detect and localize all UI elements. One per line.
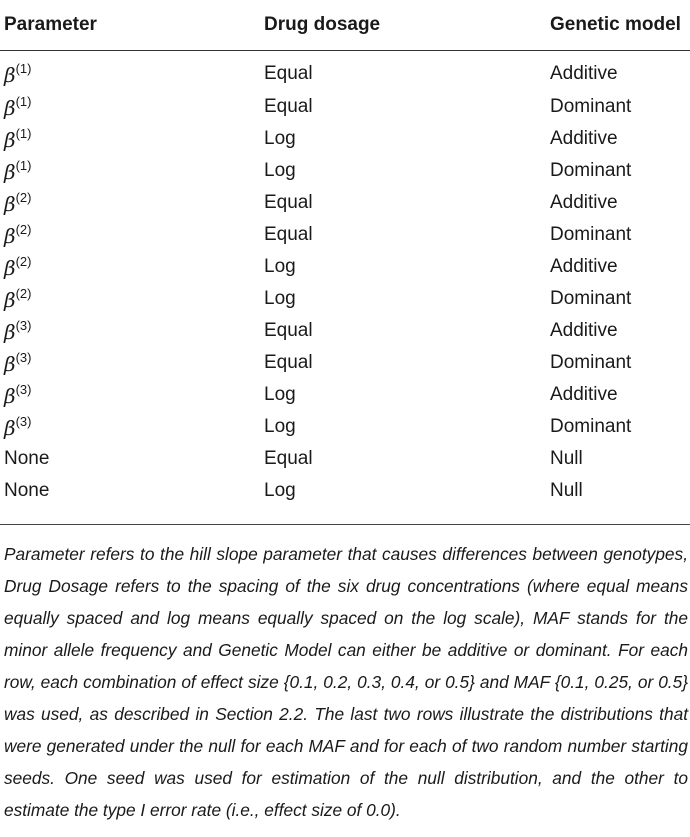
cell-genetic-model: Dominant [550,224,632,245]
cell-parameter: None [4,448,50,469]
table-footnote: Parameter refers to the hill slope parameter that causes differences between genotypes, Drug Dosage refers to the spacing of the six drug concentrations (where equal means equally spaced and log means equally spaced on the log scale), MAF stands for the minor allele frequency and Genetic Model can either be additive or dominant. For each row, each combination of effect size {0.1, 0.2, 0.3, 0.4, or 0.5} and MAF {0.1, 0.25, or 0.5} was used, as described in Section 2.2. The last two rows illustrate the distributions that were generated under the null for each MAF and for each of two random number starting seeds. One seed was used for estimation of the null distribution, and the other to estimate the type I error rate (i.e., effect size of 0.0). [4,544,688,820]
cell-genetic-model: Dominant [550,352,632,373]
cell-parameter [0,283,260,315]
table-row [0,91,690,123]
cell-genetic-model: Additive [550,128,618,149]
beta-symbol: β [4,351,16,376]
cell-parameter [0,411,260,443]
cell-drug-dosage: Equal [264,352,313,373]
cell-drug-dosage: Log [264,288,296,309]
cell-drug-dosage: Equal [264,192,313,213]
beta-symbol: β [4,383,16,408]
cell-drug-dosage: Equal [264,96,313,117]
header-parameter: Parameter [0,0,260,51]
cell-genetic-model: Additive [550,63,618,84]
beta-symbol: β [4,319,16,344]
table-row [0,379,690,411]
parameter-index: (3) [15,349,32,365]
cell-drug-dosage: Log [264,160,296,181]
cell-genetic-model: Dominant [550,416,632,437]
beta-symbol: β [4,223,16,248]
cell-genetic-model: Null [550,448,583,469]
table-body [0,51,690,508]
beta-symbol: β [4,127,16,152]
cell-parameter [0,315,260,347]
beta-symbol: β [4,287,16,312]
table-row [0,219,690,251]
table-row [0,51,690,92]
cell-parameter [0,379,260,411]
cell-genetic-model: Null [550,480,583,501]
beta-symbol: β [4,159,16,184]
table-row [0,475,690,507]
cell-genetic-model: Dominant [550,160,632,181]
cell-genetic-model: Additive [550,192,618,213]
table-row [0,155,690,187]
parameter-index: (2) [15,285,32,301]
header-drug-dosage: Drug dosage [260,0,546,51]
cell-drug-dosage: Log [264,480,296,501]
parameter-index: (1) [15,157,32,173]
cell-parameter [0,91,260,123]
cell-genetic-model: Additive [550,256,618,277]
table-row [0,347,690,379]
cell-drug-dosage: Log [264,128,296,149]
parameter-index: (2) [15,253,32,269]
table-row [0,443,690,475]
table-row [0,123,690,155]
table-header-row [0,0,690,51]
parameter-index: (2) [15,221,32,237]
beta-symbol: β [4,62,16,87]
cell-drug-dosage: Equal [264,224,313,245]
table-row [0,283,690,315]
cell-drug-dosage: Equal [264,448,313,469]
parameter-index: (3) [15,317,32,333]
beta-symbol: β [4,191,16,216]
footnote-divider [0,524,690,525]
parameter-index: (1) [15,93,32,109]
cell-parameter: None [4,480,50,501]
beta-symbol: β [4,255,16,280]
cell-drug-dosage: Equal [264,320,313,341]
parameter-index: (3) [15,413,32,429]
parameter-index: (2) [15,189,32,205]
cell-drug-dosage: Log [264,416,296,437]
parameter-index: (3) [15,381,32,397]
cell-drug-dosage: Log [264,256,296,277]
table-row [0,187,690,219]
parameter-index: (1) [15,60,32,76]
cell-parameter [0,219,260,251]
cell-drug-dosage: Log [264,384,296,405]
cell-parameter [0,155,260,187]
beta-symbol: β [4,95,16,120]
header-genetic-model: Genetic model [546,0,690,51]
table-row [0,411,690,443]
beta-symbol: β [4,415,16,440]
cell-parameter [0,251,260,283]
parameter-index: (1) [15,125,32,141]
cell-parameter [0,347,260,379]
cell-genetic-model: Dominant [550,288,632,309]
cell-parameter [0,123,260,155]
cell-genetic-model: Additive [550,384,618,405]
table-row [0,251,690,283]
cell-parameter [0,51,260,92]
cell-genetic-model: Additive [550,320,618,341]
cell-drug-dosage: Equal [264,63,313,84]
cell-genetic-model: Dominant [550,96,632,117]
cell-parameter [0,187,260,219]
table-row [0,315,690,347]
